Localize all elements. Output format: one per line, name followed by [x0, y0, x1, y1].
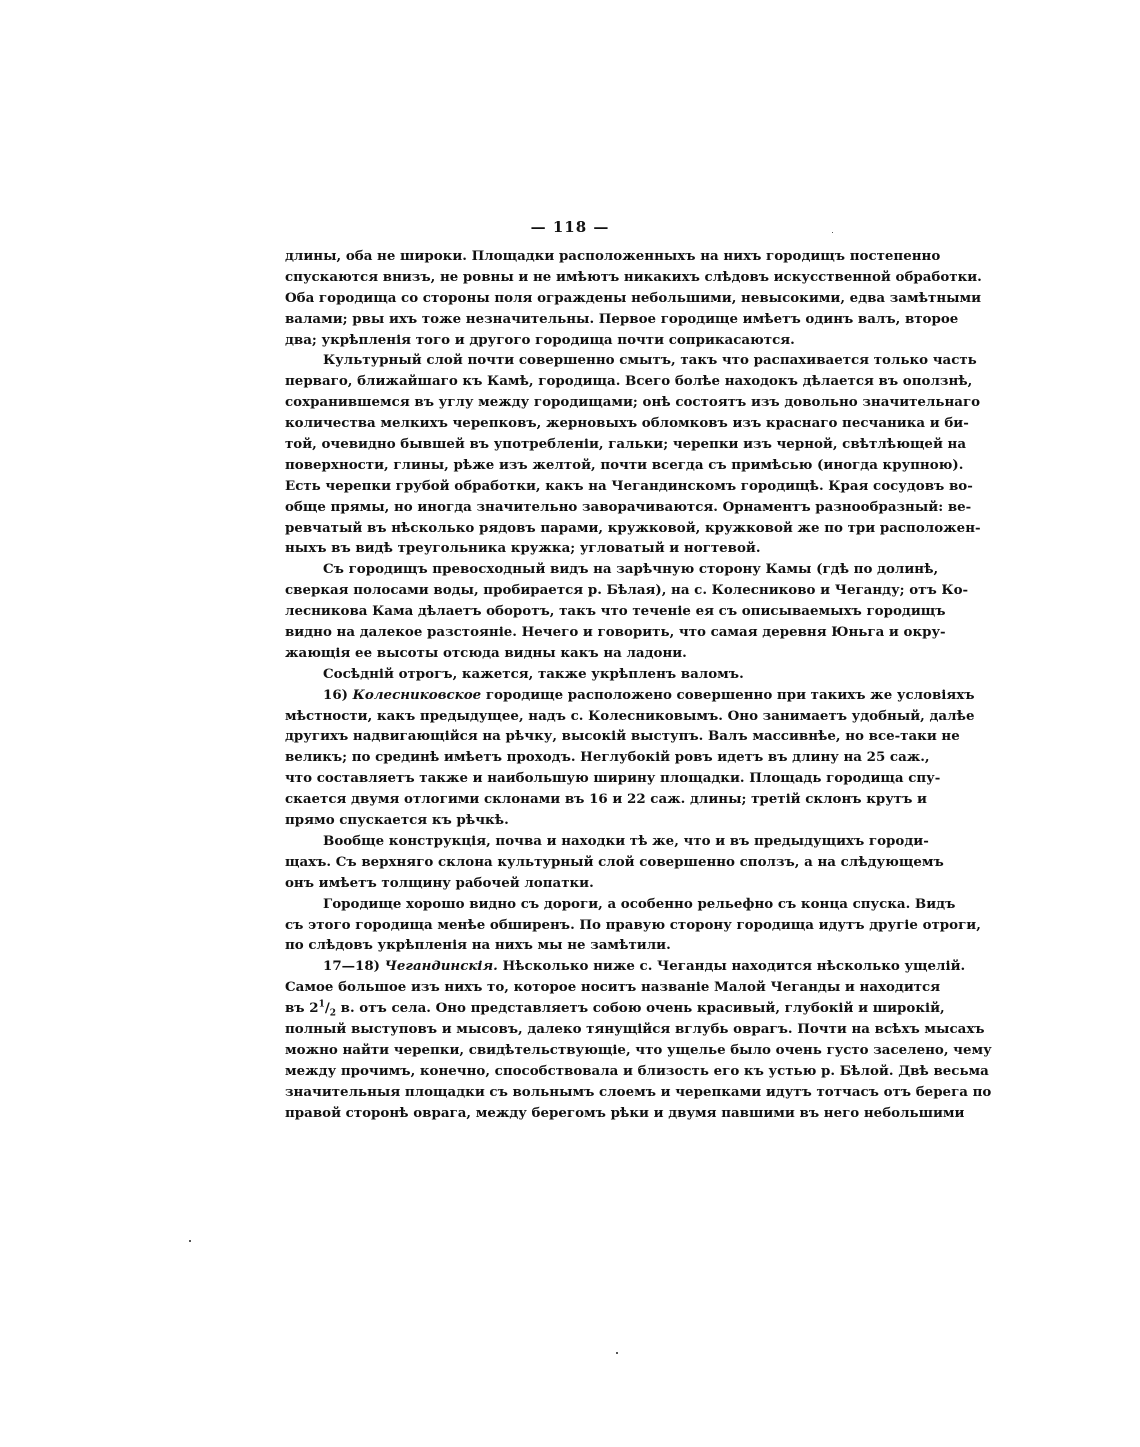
body-text	[285, 246, 992, 1123]
text-line	[285, 413, 969, 434]
text-fragment: мѣстности, какъ предыдущее, надъ с. Колесниковымъ. Оно занимаетъ удобный, далѣе	[285, 707, 975, 724]
text-fragment: Городище хорошо видно съ дороги, а особенно рельефно съ конца спуска. Видъ	[323, 895, 956, 912]
text-fragment: по слѣдовъ укрѣпленія на нихъ мы не замѣтили.	[285, 937, 671, 954]
text-line	[285, 267, 982, 288]
text-line	[285, 998, 945, 1019]
text-line	[285, 309, 959, 330]
text-fragment: длины, оба не широки. Площадки расположенныхъ на нихъ городищъ постепенно	[285, 248, 941, 264]
text-fragment: скается двумя отлогими склонами въ 16 и 22 саж. длины; третій склонъ крутъ и	[285, 791, 927, 808]
text-line	[285, 455, 964, 476]
text-line	[285, 873, 887, 894]
text-line	[285, 392, 981, 413]
text-line	[285, 852, 944, 873]
text-line	[285, 559, 939, 580]
text-fragment: между прочимъ, конечно, способствовала и близость его къ устью р. Бѣлой. Двѣ весьма	[285, 1062, 989, 1079]
text-fragment: 2	[329, 1008, 336, 1019]
scan-speck	[832, 232, 833, 233]
scan-speck	[189, 1240, 191, 1242]
text-fragment: в. отъ села. Оно представляетъ собою очень красивый, глубокій и широкій,	[336, 1000, 945, 1017]
text-line	[285, 497, 972, 518]
scan-speck	[616, 1352, 618, 1354]
text-fragment: полный выступовъ и мысовъ, далеко тянущійся вглубь оврагъ. Почти на всѣхъ мысахъ	[285, 1020, 985, 1037]
text-fragment: Оба городища со стороны поля ограждены небольшими, невысокими, едва замѣтными	[285, 289, 982, 306]
text-fragment: съ этого городища менѣе обширенъ. По правую сторону городища идутъ другіе отроги,	[285, 916, 981, 933]
text-fragment: что составляетъ также и наибольшую ширину площадки. Площадь городища спу-	[285, 770, 941, 787]
text-fragment: /	[324, 1000, 330, 1017]
text-line	[285, 935, 887, 956]
text-fragment: городище расположено совершенно при такихъ же условіяхъ	[481, 686, 975, 703]
text-line	[285, 768, 941, 789]
text-line	[285, 330, 887, 351]
text-line	[285, 706, 975, 727]
text-line	[285, 956, 966, 977]
text-fragment: Есть черепки грубой обработки, какъ на Чегандинскомъ городищѣ. Края сосудовъ во-	[285, 477, 973, 494]
text-fragment: другихъ надвигающійся на рѣчку, высокій выступъ. Валъ массивнѣе, но все-таки не	[285, 728, 960, 745]
text-line	[285, 1103, 965, 1124]
text-line	[285, 810, 887, 831]
text-line	[285, 747, 930, 768]
text-fragment: количества мелкихъ черепковъ, жерновыхъ обломковъ изъ краснаго песчаника и би-	[285, 415, 969, 432]
text-fragment: значительныя площадки съ вольнымъ слоемъ и черепками идутъ тотчасъ отъ берега по	[285, 1083, 992, 1100]
text-line	[285, 1040, 992, 1061]
text-line	[285, 1082, 992, 1103]
text-fragment: Культурный слой почти совершенно смытъ, такъ что распахивается только часть	[323, 352, 977, 369]
text-line	[285, 538, 887, 559]
text-fragment: перваго, ближайшаго къ Камѣ, городища. Всего болѣе находокъ дѣлается въ оползнѣ,	[285, 373, 973, 390]
text-fragment: Нѣсколько ниже с. Чеганды находится нѣсколько ущелій.	[497, 958, 966, 975]
text-fragment: спускаются внизъ, не ровны и не имѣютъ никакихъ слѣдовъ искусственной обработки.	[285, 268, 982, 285]
text-line	[285, 580, 969, 601]
text-fragment: можно найти черепки, свидѣтельствующіе, что ущелье было очень густо заселено, чему	[285, 1041, 992, 1058]
text-fragment: Сосѣдній отрогъ, кажется, также укрѣпленъ валомъ.	[323, 665, 744, 682]
text-line	[285, 1061, 989, 1082]
text-line	[285, 434, 967, 455]
text-line	[285, 894, 956, 915]
text-fragment: сохранившемся въ углу между городищами; онѣ состоятъ изъ довольно значительнаго	[285, 394, 981, 411]
text-fragment: правой сторонѣ оврага, между берегомъ рѣки и двумя павшими въ него небольшими	[285, 1104, 965, 1121]
text-fragment: Самое большое изъ нихъ то, которое носитъ названіе Малой Чеганды и находится	[285, 979, 941, 996]
text-fragment: въ 2	[285, 1000, 319, 1017]
text-fragment: 16)	[323, 686, 353, 703]
text-fragment: два; укрѣпленія того и другого городища почти соприкасаются.	[285, 331, 795, 348]
italic-term: Чегандинскія.	[384, 958, 498, 975]
text-line	[285, 915, 981, 936]
text-fragment: лесникова Кама дѣлаетъ оборотъ, такъ что теченіе ея съ описываемыхъ городищъ	[285, 603, 946, 620]
text-line	[285, 726, 960, 747]
text-line	[285, 685, 975, 706]
text-fragment: 1	[318, 999, 325, 1010]
text-fragment: валами; рвы ихъ тоже незначительны. Первое городище имѣетъ одинъ валъ, второе	[285, 310, 959, 327]
text-line	[285, 601, 946, 622]
text-fragment: той, очевидно бывшей въ употребленіи, гальки; черепки изъ черной, свѣтлѣющей на	[285, 436, 967, 453]
text-line	[285, 977, 941, 998]
text-fragment: Съ городищъ превосходный видъ на зарѣчную сторону Камы (гдѣ по долинѣ,	[323, 561, 939, 578]
text-line	[285, 1019, 985, 1040]
text-line	[285, 371, 973, 392]
text-fragment: обще прямы, но иногда значительно заворачиваются. Орнаментъ разнообразный: ве-	[285, 498, 972, 515]
text-fragment: онъ имѣетъ толщину рабочей лопатки.	[285, 874, 594, 891]
text-line	[285, 622, 946, 643]
text-line	[285, 789, 927, 810]
text-fragment: великъ; по срединѣ имѣетъ проходъ. Неглубокій ровъ идетъ въ длину на 25 саж.,	[285, 749, 930, 766]
text-fragment: ныхъ въ видѣ треугольника кружка; угловатый и ногтевой.	[285, 540, 761, 557]
text-line	[285, 246, 941, 267]
text-line	[285, 831, 929, 852]
text-fragment: Вообще конструкція, почва и находки тѣ же, что и въ предыдущихъ городи-	[323, 832, 929, 849]
text-fragment: поверхности, глины, рѣже изъ желтой, почти всегда съ примѣсью (иногда крупною).	[285, 456, 964, 473]
text-fragment: сверкая полосами воды, пробирается р. Бѣлая), на с. Колесниково и Чеганду; отъ Ко-	[285, 582, 969, 599]
text-fragment: 17—18)	[323, 958, 385, 975]
italic-term: Колесниковское	[352, 686, 482, 703]
text-fragment: жающія ее высоты отсюда видны какъ на ладони.	[285, 644, 687, 661]
text-line	[285, 518, 981, 539]
text-fragment: щахъ. Съ верхняго склона культурный слой совершенно сползъ, а на слѣдующемъ	[285, 853, 944, 870]
text-line	[285, 643, 887, 664]
text-line	[285, 288, 982, 309]
text-fragment: ревчатый въ нѣсколько рядовъ парами, кружковой, кружковой же по три расположен-	[285, 519, 981, 536]
text-fragment: прямо спускается къ рѣчкѣ.	[285, 812, 509, 829]
page-number: — 118 —	[530, 218, 610, 236]
text-line	[285, 350, 977, 371]
text-line	[285, 476, 973, 497]
text-fragment: видно на далекое разстояніе. Нечего и говорить, что самая деревня Юньга и окру-	[285, 624, 946, 641]
text-line	[285, 664, 887, 685]
